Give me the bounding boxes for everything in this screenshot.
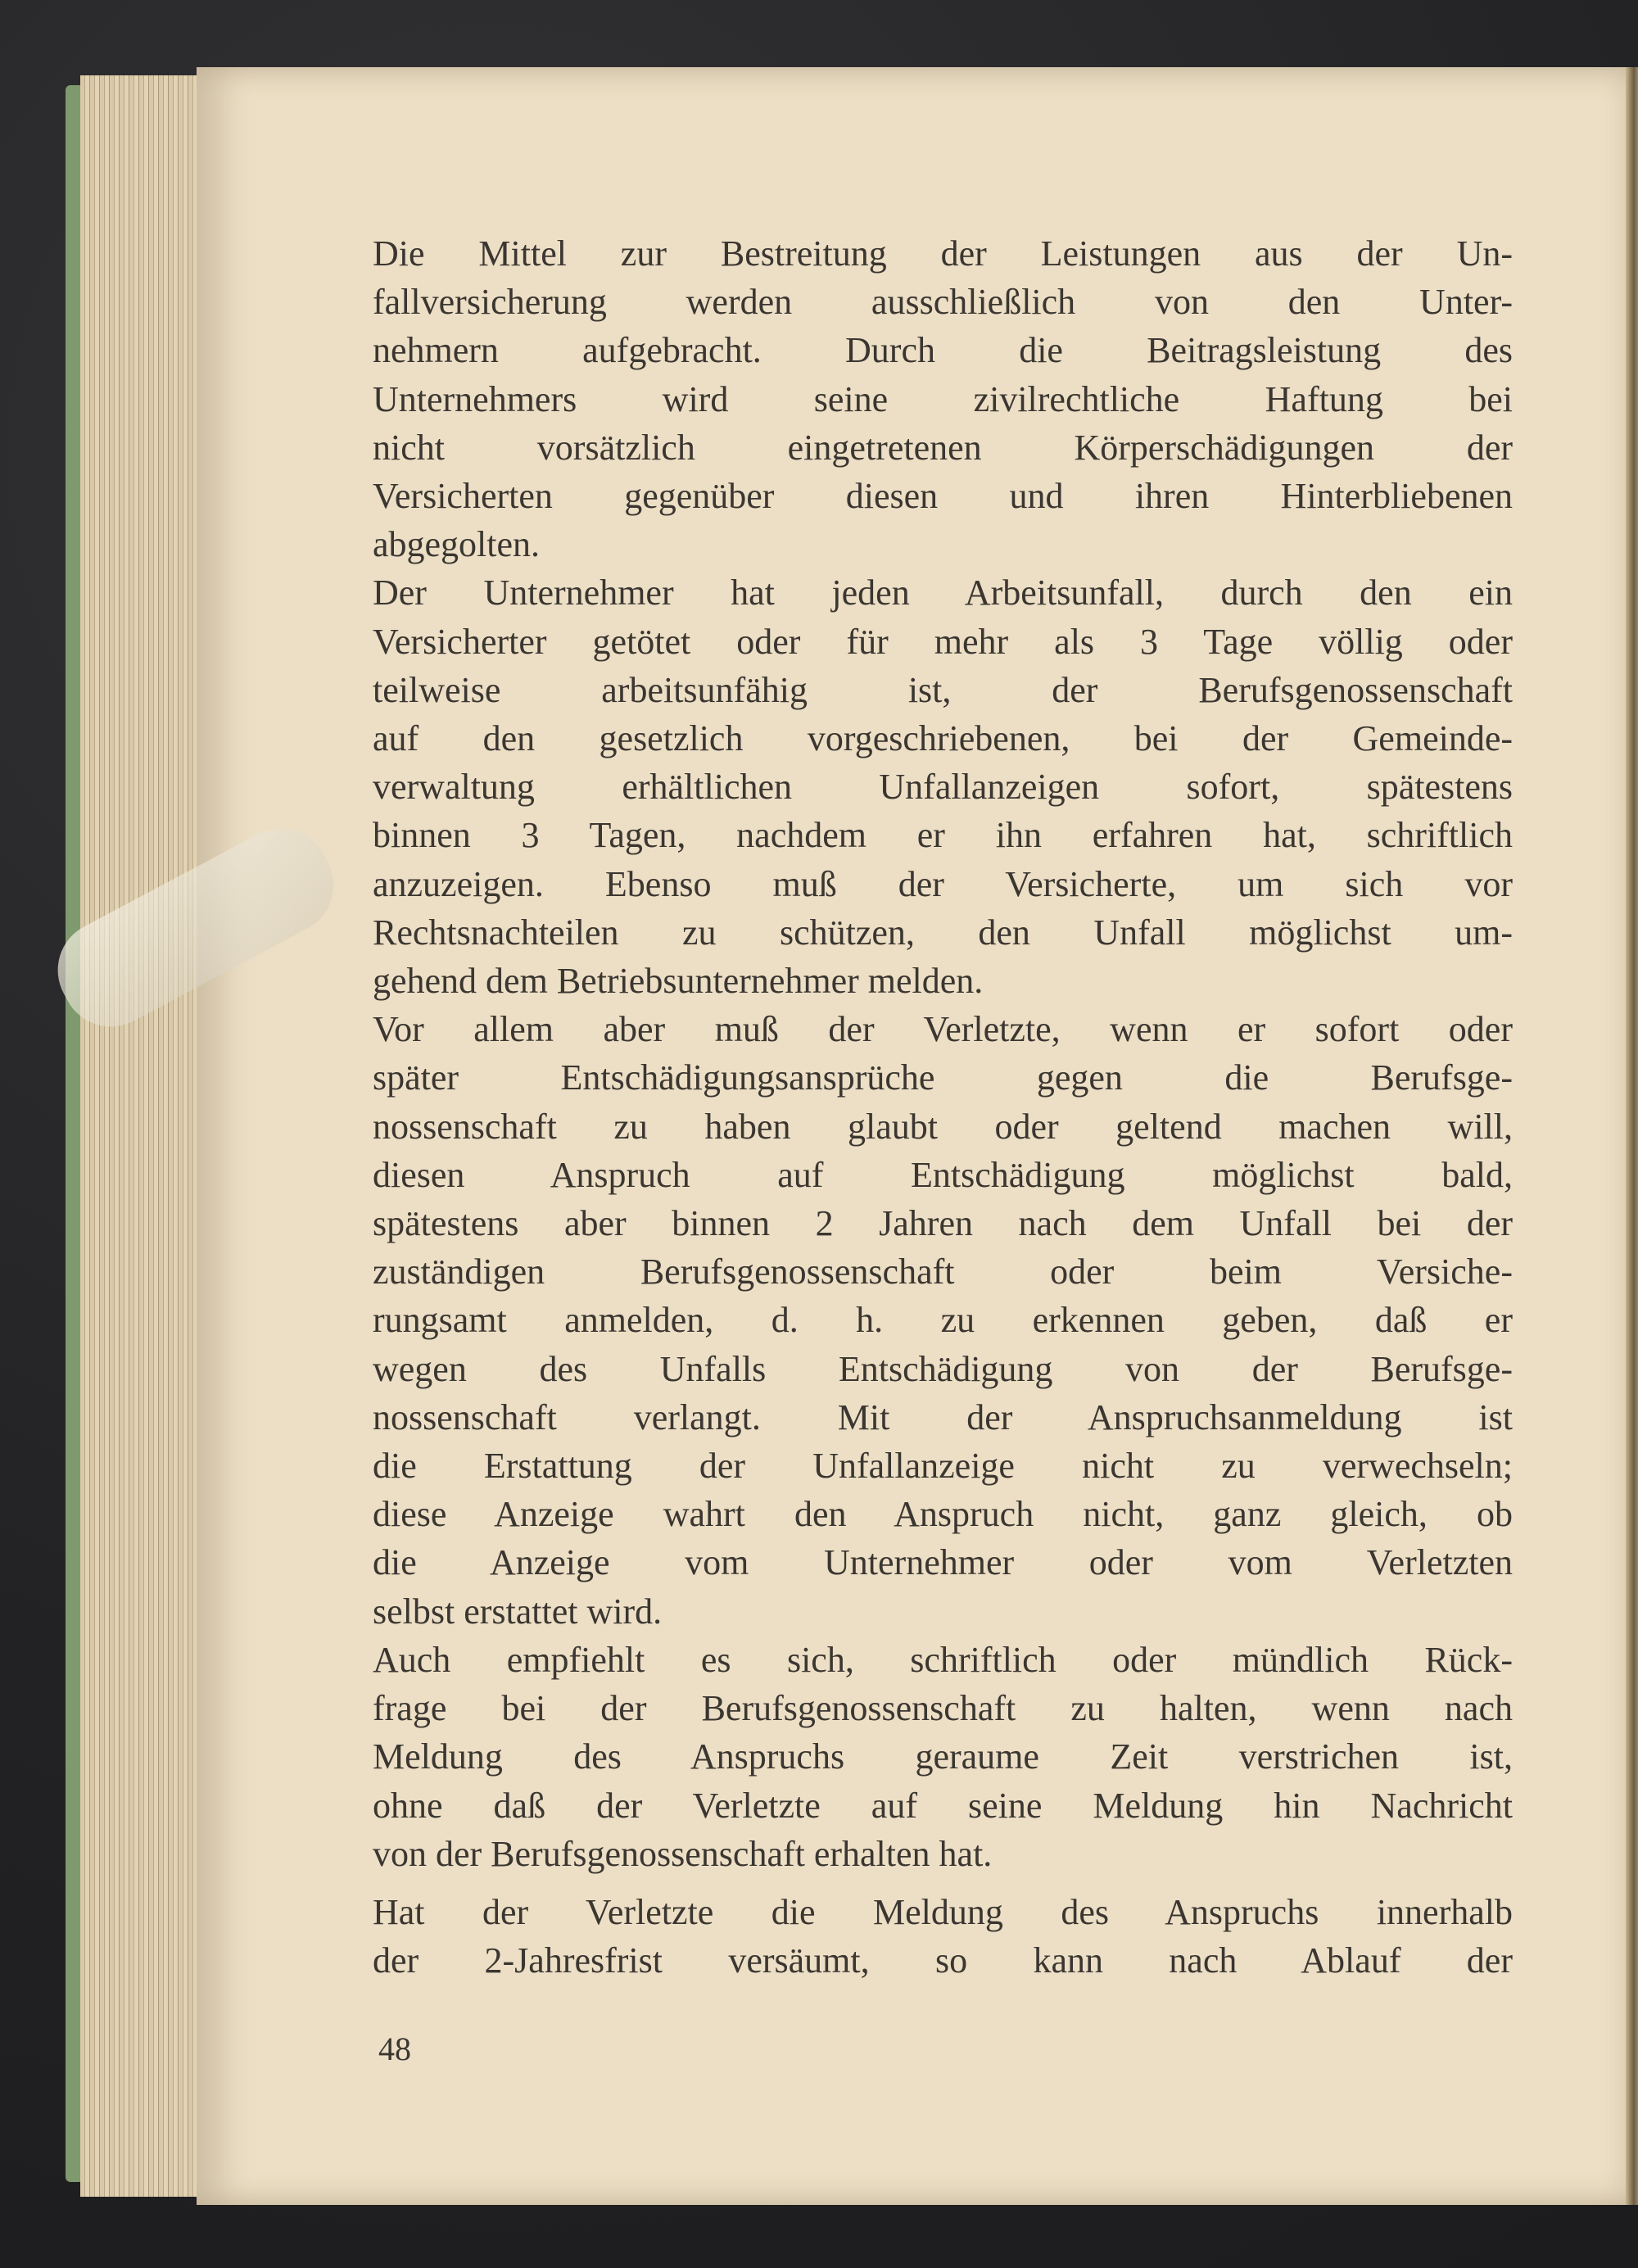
text-line: ohne daß der Verletzte auf seine Meldung hin Nachricht — [373, 1785, 1513, 1826]
text-line: teilweise arbeitsunfähig ist, der Berufsgenossenschaft — [373, 669, 1513, 710]
page-body-text — [373, 229, 1513, 1985]
text-line: nossenschaft verlangt. Mit der Anspruchsanmeldung ist — [373, 1397, 1513, 1437]
text-line: die Anzeige vom Unternehmer oder vom Verletzten — [373, 1542, 1513, 1583]
book-gutter — [1626, 67, 1638, 2205]
text-line: frage bei der Berufsgenossenschaft zu halten, wenn nach — [373, 1688, 1513, 1729]
text-line: rungsamt anmelden, d. h. zu erkennen geben, daß er — [373, 1300, 1513, 1341]
paragraph — [373, 568, 1513, 1005]
text-line: nicht vorsätzlich eingetretenen Körperschädigungen der — [373, 427, 1513, 468]
text-line: Vor allem aber muß der Verletzte, wenn er sofort oder — [373, 1009, 1513, 1050]
text-line: gehend dem Betriebsunternehmer melden. — [373, 961, 984, 1002]
text-line: auf den gesetzlich vorgeschriebenen, bei der Gemeinde- — [373, 718, 1513, 759]
text-line: von der Berufsgenossenschaft erhalten hat. — [373, 1833, 993, 1874]
paragraph — [373, 1005, 1513, 1636]
text-line: spätestens aber binnen 2 Jahren nach dem Unfall bei der — [373, 1203, 1513, 1244]
text-line: Unternehmers wird seine zivilrechtliche Haftung bei — [373, 378, 1513, 419]
text-line: zuständigen Berufsgenossenschaft oder beim Versiche- — [373, 1252, 1513, 1292]
text-line: nehmern aufgebracht. Durch die Beitragsleistung des — [373, 330, 1513, 371]
text-line: binnen 3 Tagen, nachdem er ihn erfahren hat, schriftlich — [373, 815, 1513, 856]
text-line: nossenschaft zu haben glaubt oder geltend machen will, — [373, 1106, 1513, 1147]
text-line: abgegolten. — [373, 524, 541, 565]
text-line: diese Anzeige wahrt den Anspruch nicht, ganz gleich, ob — [373, 1494, 1513, 1535]
text-line: der 2-Jahresfrist versäumt, so kann nach Ablauf der — [373, 1940, 1513, 1981]
paragraph — [373, 1636, 1513, 1878]
text-line: Rechtsnachteilen zu schützen, den Unfall möglichst um- — [373, 912, 1513, 953]
page-number: 48 — [378, 2030, 411, 2067]
text-line: später Entschädigungsansprüche gegen die Berufsge- — [373, 1057, 1513, 1098]
text-line: Versicherten gegenüber diesen und ihren Hinterbliebenen — [373, 476, 1513, 517]
text-line: diesen Anspruch auf Entschädigung möglichst bald, — [373, 1154, 1513, 1195]
text-line: Versicherter getötet oder für mehr als 3 Tage völlig oder — [373, 621, 1513, 662]
text-line: Auch empfiehlt es sich, schriftlich oder mündlich Rück- — [373, 1639, 1513, 1680]
text-line: die Erstattung der Unfallanzeige nicht zu verwechseln; — [373, 1446, 1513, 1487]
text-line: Die Mittel zur Bestreitung der Leistungen aus der Un- — [373, 233, 1513, 274]
text-line: selbst erstattet wird. — [373, 1591, 663, 1632]
text-line: Meldung des Anspruchs geraume Zeit verstrichen ist, — [373, 1736, 1513, 1777]
text-line: fallversicherung werden ausschließlich von den Unter- — [373, 282, 1513, 323]
text-line: verwaltung erhältlichen Unfallanzeigen sofort, spätestens — [373, 767, 1513, 808]
text-line: anzuzeigen. Ebenso muß der Versicherte, um sich vor — [373, 863, 1513, 904]
paragraph — [373, 1888, 1513, 1985]
text-line: Hat der Verletzte die Meldung des Anspruchs innerhalb — [373, 1891, 1513, 1932]
paragraph — [373, 229, 1513, 568]
text-line: Der Unternehmer hat jeden Arbeitsunfall, durch den ein — [373, 573, 1513, 613]
text-line: wegen des Unfalls Entschädigung von der Berufsge- — [373, 1348, 1513, 1389]
